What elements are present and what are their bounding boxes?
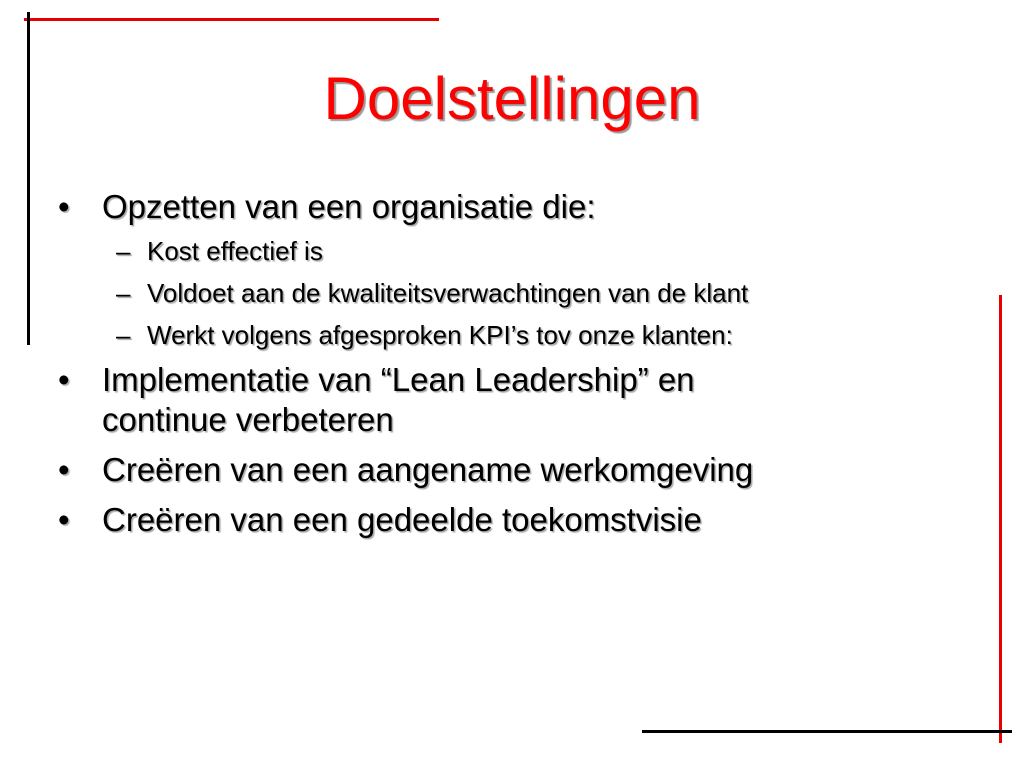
bullet-item-3 (58, 450, 958, 490)
bullet-item-text-line-1: Implementatie van “Lean Leadership” en (102, 361, 695, 398)
sub-item-1 (102, 230, 958, 272)
bullet-marker: • (58, 188, 70, 225)
bullet-item-4 (58, 500, 958, 540)
sub-item-2 (102, 272, 958, 314)
bullet-marker: • (58, 451, 70, 488)
right-red-rule (999, 295, 1002, 743)
dash-marker: – (116, 236, 131, 266)
bullet-marker: • (58, 501, 70, 538)
sub-item-text: Voldoet aan de kwaliteitsverwachtingen van de klant (147, 278, 749, 308)
bottom-black-rule (642, 730, 1012, 733)
bullet-item-text-line-2: continue verbeteren (102, 401, 394, 438)
sub-item-text: Werkt volgens afgesproken KPI’s tov onze klanten: (147, 320, 733, 350)
sub-item-3 (102, 314, 958, 356)
sub-list (102, 230, 958, 356)
bullet-item-text: Creëren van een aangename werkomgeving (102, 451, 754, 488)
sub-item-text: Kost effectief is (147, 236, 323, 266)
dash-marker: – (116, 320, 131, 350)
bullet-item-text: Creëren van een gedeelde toekomstvisie (102, 501, 702, 538)
dash-marker: – (116, 278, 131, 308)
slide-title: Doelstellingen (323, 65, 701, 132)
left-black-rule (27, 12, 30, 345)
bullet-marker: • (58, 361, 70, 398)
bullet-item-1 (58, 187, 958, 356)
top-red-rule (24, 18, 439, 21)
bullet-item-2 (58, 360, 958, 440)
bullet-list (58, 187, 958, 540)
bullet-item-text: Opzetten van een organisatie die: (102, 188, 596, 225)
